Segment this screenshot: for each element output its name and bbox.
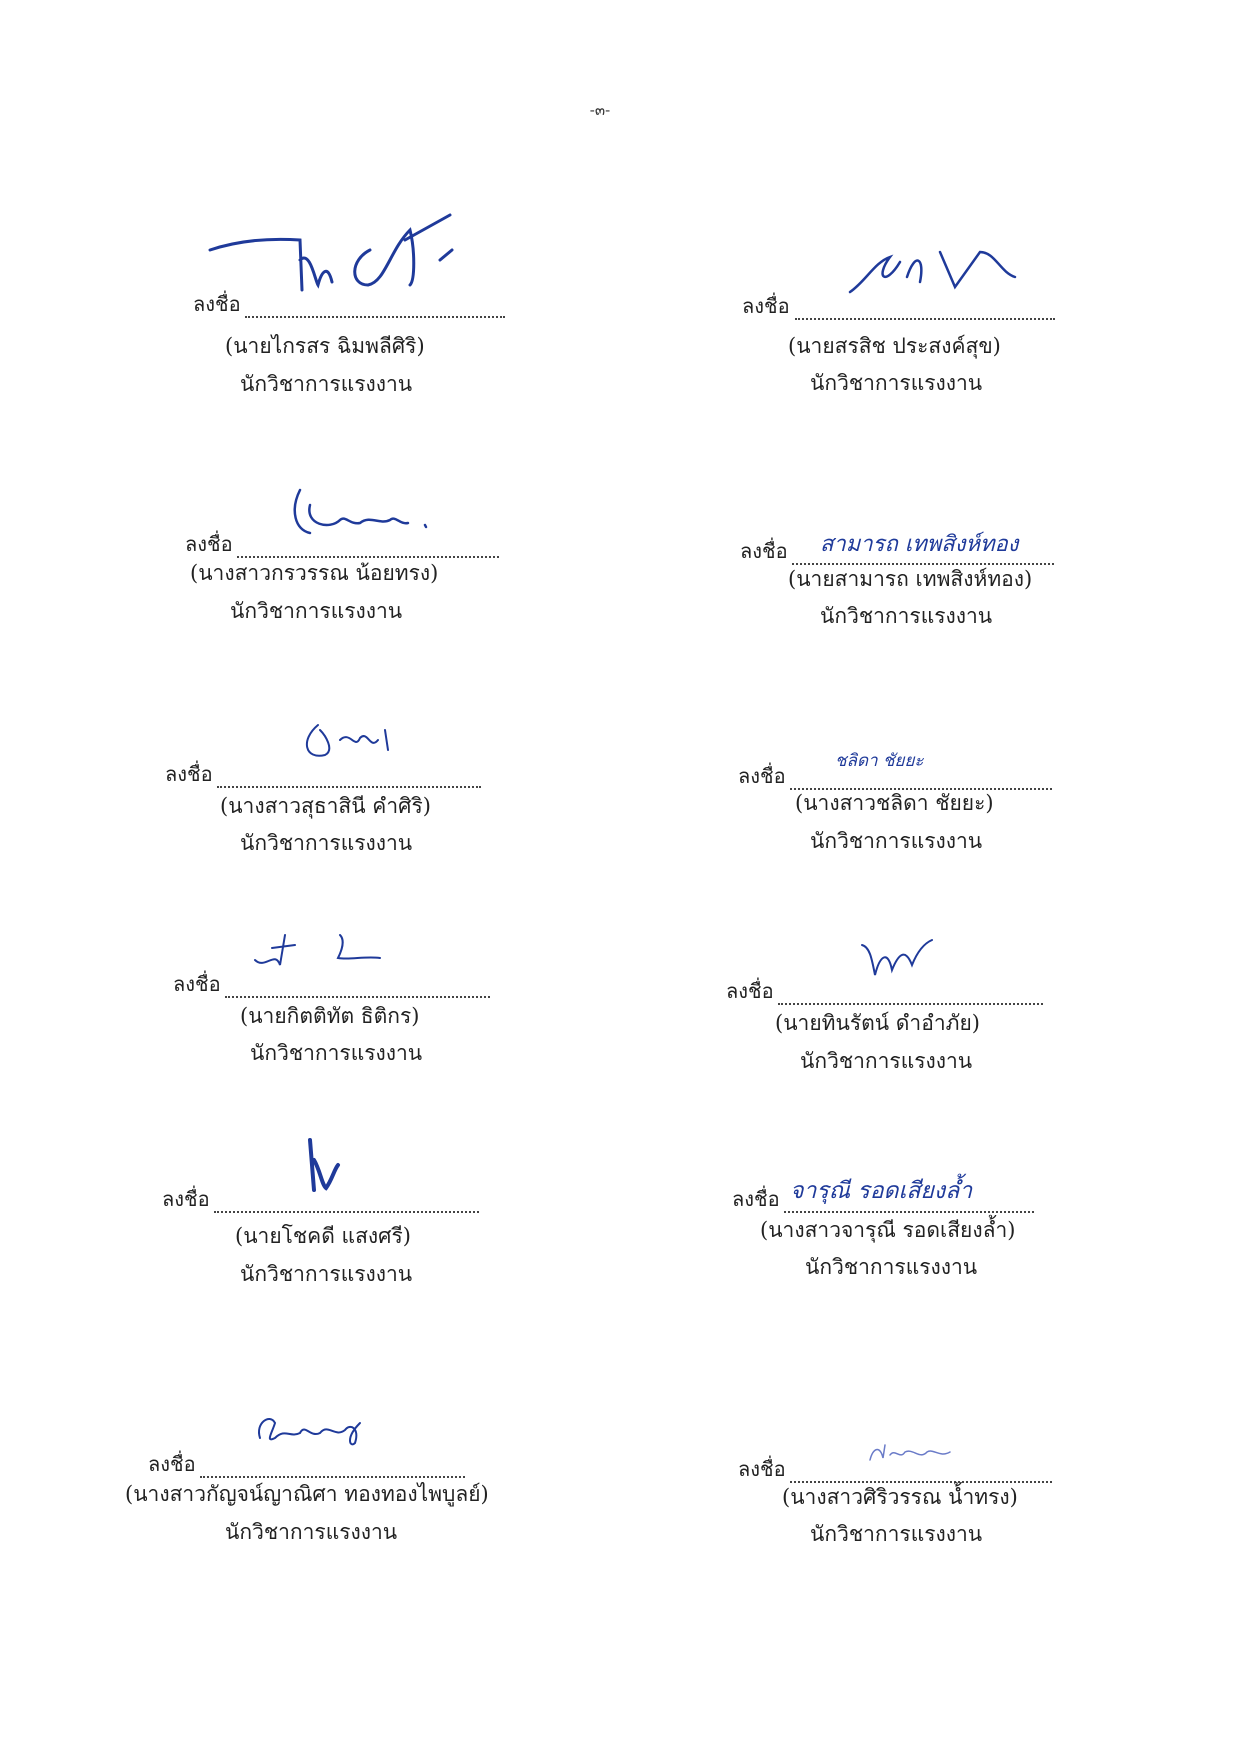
signature-block-2 (620, 200, 1140, 395)
signature-line (80, 750, 600, 790)
signer-title: นักวิชาการแรงงาน (240, 372, 413, 396)
sign-label: ลงชื่อ (193, 292, 241, 316)
sign-label: ลงชื่อ (742, 294, 790, 318)
signer-name: (นายไกรสร ฉิมพลีศิริ) (225, 334, 425, 358)
signer-title: นักวิชาการแรงงาน (810, 371, 983, 395)
signature-block-7 (80, 880, 600, 1065)
dotted-line (795, 318, 1055, 320)
signer-name: (นางสาวศิริวรรณ น้ำทรง) (782, 1485, 1018, 1509)
signature-line (620, 527, 1140, 567)
handwritten-signature: ชลิดา ชัยยะ (835, 751, 924, 771)
signer-name: (นางสาวจารุณี รอดเสียงล้ำ) (760, 1218, 1016, 1242)
signature-line (80, 960, 600, 1000)
signature-block-11 (80, 1360, 600, 1544)
signer-name: (นางสาวกัญจน์ญาณิศา ทองทองไพบูลย์) (125, 1482, 489, 1506)
signer-name: (นางสาวกรวรรณ น้อยทรง) (190, 561, 439, 585)
handwritten-signature (300, 720, 410, 770)
page-number: -๓- (589, 101, 611, 119)
handwritten-signature: จารุณี รอดเสียงล้ำ (790, 1178, 973, 1204)
handwritten-signature (302, 1140, 362, 1200)
dotted-line (245, 316, 505, 318)
signer-title: นักวิชาการแรงงาน (810, 1522, 983, 1546)
signature-line (620, 282, 1140, 322)
signature-line (620, 1175, 1140, 1215)
sign-label: ลงชื่อ (738, 1457, 786, 1481)
dotted-line (784, 1211, 1034, 1213)
signature-block-12 (620, 1360, 1140, 1546)
signature-block-3 (80, 440, 600, 623)
signature-line (80, 280, 600, 320)
signer-name: (นายสรสิช ประสงค์สุข) (788, 334, 1001, 358)
signer-title: นักวิชาการแรงงาน (240, 831, 413, 855)
sign-label: ลงชื่อ (162, 1187, 210, 1211)
signer-title: นักวิชาการแรงงาน (800, 1049, 973, 1073)
handwritten-signature (200, 210, 460, 300)
signature-line (620, 752, 1140, 792)
dotted-line (225, 996, 490, 998)
signature-line (80, 520, 600, 560)
handwritten-signature: สามารถ เทพสิงห์ทอง (820, 532, 1019, 557)
sign-label: ลงชื่อ (732, 1187, 780, 1211)
signer-title: นักวิชาการแรงงาน (820, 604, 993, 628)
sign-label: ลงชื่อ (148, 1452, 196, 1476)
handwritten-signature (250, 1408, 380, 1458)
sign-label: ลงชื่อ (726, 979, 774, 1003)
signature-line (80, 1175, 600, 1215)
sign-label: ลงชื่อ (165, 762, 213, 786)
dotted-line (778, 1003, 1043, 1005)
sign-label: ลงชื่อ (740, 539, 788, 563)
signature-line (620, 1445, 1140, 1485)
sign-label: ลงชื่อ (173, 972, 221, 996)
signature-block-6 (620, 670, 1140, 853)
signature-line (80, 1440, 600, 1480)
signer-title: นักวิชาการแรงงาน (805, 1255, 978, 1279)
signer-name: (นายโชคดี แสงศรี) (235, 1224, 411, 1248)
handwritten-signature (860, 935, 940, 985)
signer-name: (นายทินรัตน์ ดำอำภัย) (775, 1011, 980, 1035)
signature-block-9 (80, 1095, 600, 1286)
signature-block-10 (620, 1095, 1140, 1279)
signature-block-8 (620, 880, 1140, 1073)
signature-block-4 (620, 440, 1140, 628)
handwritten-signature (845, 242, 1025, 302)
signer-name: (นางสาวชลิดา ชัยยะ) (795, 791, 994, 815)
signer-name: (นายกิตติทัต ธิติกร) (240, 1004, 420, 1028)
dotted-line (217, 786, 481, 788)
handwritten-signature (865, 1440, 955, 1470)
signer-title: นักวิชาการแรงงาน (225, 1520, 398, 1544)
signer-name: (นางสาวสุธาสินี คำศิริ) (220, 794, 431, 818)
signer-name: (นายสามารถ เทพสิงห์ทอง) (788, 567, 1033, 591)
handwritten-signature (290, 485, 450, 545)
sign-label: ลงชื่อ (185, 532, 233, 556)
signer-title: นักวิชาการแรงงาน (810, 829, 983, 853)
handwritten-signature (250, 930, 400, 980)
sign-label: ลงชื่อ (738, 764, 786, 788)
signer-title: นักวิชาการแรงงาน (240, 1262, 413, 1286)
signature-block-1 (80, 200, 600, 396)
signature-block-5 (80, 670, 600, 855)
dotted-line (214, 1211, 479, 1213)
signer-title: นักวิชาการแรงงาน (250, 1041, 423, 1065)
signature-line (620, 967, 1140, 1007)
signer-title: นักวิชาการแรงงาน (230, 599, 403, 623)
